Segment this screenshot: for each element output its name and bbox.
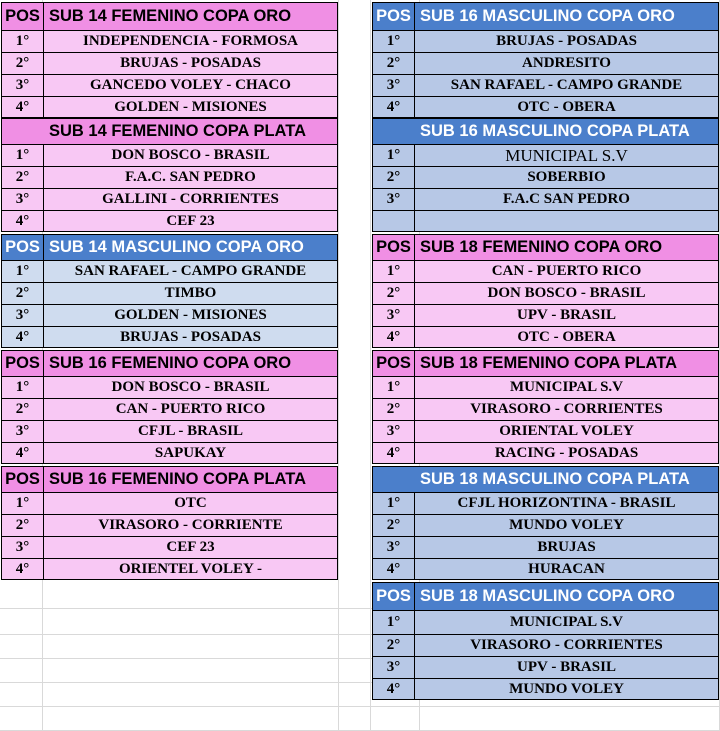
team-cell: CAN - PUERTO RICO bbox=[491, 263, 642, 279]
team-cell: INDEPENDENCIA - FORMOSA bbox=[82, 33, 298, 49]
table-row bbox=[2, 326, 337, 348]
team-cell: GALLINI - CORRIENTES bbox=[102, 191, 279, 207]
team-cell: CEF 23 bbox=[166, 539, 215, 555]
team-cell: SAN RAFAEL - CAMPO GRANDE bbox=[450, 77, 683, 93]
table-row bbox=[2, 536, 337, 558]
position-cell: 2° bbox=[373, 53, 415, 74]
position-cell: 4° bbox=[373, 97, 415, 117]
table-header bbox=[373, 350, 718, 376]
table-sub-16-femenino-copa-plata bbox=[1, 466, 338, 580]
table-sub-18-femenino-copa-oro bbox=[372, 234, 719, 348]
table-header bbox=[2, 466, 337, 492]
grid-line bbox=[0, 706, 720, 707]
team-cell: SOBERBIO bbox=[527, 169, 606, 185]
table-row bbox=[373, 536, 718, 558]
table-sub-14-femenino-copa-oro bbox=[1, 2, 338, 118]
table-sub-14-masculino-copa-oro bbox=[1, 234, 338, 348]
position-cell: 2° bbox=[373, 635, 415, 656]
table-row bbox=[373, 326, 718, 348]
team-cell: CEF 23 bbox=[166, 212, 215, 229]
team-cell: GOLDEN - MISIONES bbox=[114, 98, 267, 115]
team-cell: CAN - PUERTO RICO bbox=[115, 401, 266, 417]
category-title: SUB 14 FEMENINO COPA ORO bbox=[49, 7, 292, 25]
pos-header bbox=[373, 119, 415, 144]
table-row bbox=[2, 188, 337, 210]
category-title: SUB 16 MASCULINO COPA PLATA bbox=[420, 122, 690, 140]
team-cell: BRUJAS bbox=[537, 539, 596, 555]
table-row bbox=[373, 678, 718, 700]
table-row bbox=[2, 442, 337, 464]
position-cell: 1° bbox=[2, 261, 44, 282]
position-cell: 4° bbox=[2, 211, 44, 231]
team-cell: CFJL HORIZONTINA - BRASIL bbox=[457, 495, 676, 511]
position-cell: 1° bbox=[2, 377, 44, 398]
table-row bbox=[373, 610, 718, 634]
table-row bbox=[2, 210, 337, 232]
position-cell: 2° bbox=[373, 399, 415, 420]
grid-line bbox=[338, 0, 339, 731]
table-row bbox=[373, 74, 718, 96]
team-cell: OTC bbox=[174, 495, 207, 511]
position-cell: 2° bbox=[2, 53, 44, 74]
category-title: SUB 18 FEMENINO COPA ORO bbox=[420, 238, 663, 256]
position-cell: 2° bbox=[373, 283, 415, 304]
table-row bbox=[373, 514, 718, 536]
team-cell: DON BOSCO - BRASIL bbox=[111, 379, 270, 395]
team-cell: ANDRESITO bbox=[522, 55, 611, 71]
table-row bbox=[373, 96, 718, 118]
position-cell bbox=[373, 211, 415, 231]
team-cell: HURACAN bbox=[528, 560, 605, 577]
table-sub-18-femenino-copa-plata bbox=[372, 350, 719, 464]
position-cell: 1° bbox=[373, 145, 415, 166]
table-row bbox=[373, 398, 718, 420]
position-cell: 2° bbox=[373, 167, 415, 188]
table-sub-18-masculino-copa-oro bbox=[372, 582, 719, 700]
table-row bbox=[373, 188, 718, 210]
team-cell: BRUJAS - POSADAS bbox=[496, 33, 637, 49]
table-row bbox=[373, 442, 718, 464]
table-header bbox=[373, 466, 718, 492]
position-cell: 4° bbox=[373, 327, 415, 347]
pos-header bbox=[373, 467, 415, 492]
table-row bbox=[373, 376, 718, 398]
position-cell: 4° bbox=[2, 327, 44, 347]
team-cell: BRUJAS - POSADAS bbox=[120, 328, 261, 345]
team-cell: ORIENTAL VOLEY bbox=[499, 423, 634, 439]
pos-header: POS bbox=[2, 351, 44, 376]
position-cell: 3° bbox=[373, 537, 415, 558]
team-cell: ORIENTEL VOLEY - bbox=[118, 560, 263, 577]
table-row bbox=[373, 144, 718, 166]
team-cell: OTC - OBERA bbox=[517, 98, 616, 115]
team-cell: F.A.C SAN PEDRO bbox=[503, 191, 630, 207]
position-cell: 1° bbox=[373, 493, 415, 514]
position-cell: 1° bbox=[373, 377, 415, 398]
table-sub-14-femenino-copa-plata bbox=[1, 118, 338, 232]
table-row bbox=[2, 514, 337, 536]
table-row bbox=[2, 74, 337, 96]
category-title: SUB 18 MASCULINO COPA PLATA bbox=[420, 470, 690, 488]
table-row bbox=[2, 260, 337, 282]
table-row bbox=[2, 420, 337, 442]
position-cell: 1° bbox=[2, 493, 44, 514]
team-cell: MUNDO VOLEY bbox=[509, 517, 624, 533]
team-cell: CFJL - BRASIL bbox=[137, 423, 244, 439]
table-row bbox=[2, 376, 337, 398]
table-header bbox=[373, 234, 718, 260]
category-title: SUB 16 FEMENINO COPA PLATA bbox=[49, 470, 306, 488]
table-sub-18-masculino-copa-plata bbox=[372, 466, 719, 580]
team-cell: MUNICIPAL S.V bbox=[505, 145, 628, 165]
team-cell: GOLDEN - MISIONES bbox=[114, 307, 267, 323]
position-cell: 3° bbox=[2, 421, 44, 442]
category-title: SUB 16 FEMENINO COPA ORO bbox=[49, 354, 292, 372]
position-cell: 3° bbox=[373, 189, 415, 210]
team-cell: UPV - BRASIL bbox=[517, 659, 616, 675]
table-header bbox=[373, 582, 718, 610]
position-cell: 2° bbox=[2, 283, 44, 304]
position-cell: 1° bbox=[2, 145, 44, 166]
pos-header: POS bbox=[373, 583, 415, 610]
pos-header: POS bbox=[2, 235, 44, 260]
table-sub-16-masculino-copa-oro bbox=[372, 2, 719, 118]
table-row bbox=[373, 420, 718, 442]
table-header bbox=[2, 2, 337, 30]
position-cell: 3° bbox=[373, 305, 415, 326]
position-cell: 4° bbox=[373, 679, 415, 699]
table-sub-16-masculino-copa-plata bbox=[372, 118, 719, 232]
team-cell bbox=[415, 211, 718, 231]
table-header bbox=[2, 234, 337, 260]
category-title: SUB 18 MASCULINO COPA ORO bbox=[420, 587, 675, 605]
table-sub-16-femenino-copa-oro bbox=[1, 350, 338, 464]
table-row bbox=[2, 492, 337, 514]
pos-header bbox=[2, 119, 44, 144]
team-cell: SAN RAFAEL - CAMPO GRANDE bbox=[74, 263, 307, 279]
table-row bbox=[2, 96, 337, 118]
position-cell: 4° bbox=[373, 559, 415, 579]
position-cell: 3° bbox=[373, 75, 415, 96]
category-title: SUB 14 MASCULINO COPA ORO bbox=[49, 238, 304, 256]
position-cell: 1° bbox=[373, 31, 415, 52]
position-cell: 4° bbox=[2, 97, 44, 117]
table-header bbox=[2, 118, 337, 144]
table-row bbox=[373, 634, 718, 656]
position-cell: 3° bbox=[2, 537, 44, 558]
pos-header: POS bbox=[373, 3, 415, 30]
grid-line bbox=[370, 0, 371, 731]
table-header bbox=[373, 2, 718, 30]
position-cell: 2° bbox=[2, 167, 44, 188]
table-row bbox=[373, 304, 718, 326]
position-cell: 4° bbox=[373, 443, 415, 463]
table-row bbox=[2, 30, 337, 52]
team-cell: SAPUKAY bbox=[154, 444, 227, 461]
position-cell: 1° bbox=[373, 261, 415, 282]
table-row bbox=[2, 144, 337, 166]
pos-header: POS bbox=[2, 3, 44, 30]
table-row bbox=[373, 210, 718, 232]
table-row bbox=[373, 166, 718, 188]
team-cell: VIRASORO - CORRIENTE bbox=[98, 517, 283, 533]
team-cell: UPV - BRASIL bbox=[517, 307, 616, 323]
table-row bbox=[373, 656, 718, 678]
position-cell: 3° bbox=[2, 75, 44, 96]
position-cell: 1° bbox=[2, 31, 44, 52]
team-cell: DON BOSCO - BRASIL bbox=[111, 147, 270, 163]
category-title: SUB 14 FEMENINO COPA PLATA bbox=[49, 122, 306, 140]
team-cell: RACING - POSADAS bbox=[494, 444, 639, 461]
position-cell: 4° bbox=[2, 559, 44, 579]
pos-header: POS bbox=[2, 467, 44, 492]
table-row bbox=[2, 304, 337, 326]
table-row bbox=[2, 52, 337, 74]
position-cell: 2° bbox=[2, 399, 44, 420]
team-cell: TIMBO bbox=[164, 285, 217, 301]
position-cell: 3° bbox=[373, 421, 415, 442]
pos-header: POS bbox=[373, 235, 415, 260]
table-row bbox=[2, 166, 337, 188]
position-cell: 4° bbox=[2, 443, 44, 463]
table-row bbox=[373, 30, 718, 52]
table-row bbox=[373, 260, 718, 282]
category-title: SUB 16 MASCULINO COPA ORO bbox=[420, 7, 675, 25]
team-cell: BRUJAS - POSADAS bbox=[120, 55, 261, 71]
team-cell: F.A.C. SAN PEDRO bbox=[125, 169, 256, 185]
table-row bbox=[2, 558, 337, 580]
table-row bbox=[2, 282, 337, 304]
table-header bbox=[373, 118, 718, 144]
team-cell: VIRASORO - CORRIENTES bbox=[470, 637, 663, 653]
table-row bbox=[2, 398, 337, 420]
position-cell: 3° bbox=[2, 305, 44, 326]
table-row bbox=[373, 558, 718, 580]
table-row bbox=[373, 282, 718, 304]
team-cell: MUNICIPAL S.V bbox=[509, 614, 624, 630]
team-cell: MUNDO VOLEY bbox=[509, 680, 624, 697]
team-cell: VIRASORO - CORRIENTES bbox=[470, 401, 663, 417]
pos-header: POS bbox=[373, 351, 415, 376]
category-title: SUB 18 FEMENINO COPA PLATA bbox=[420, 354, 677, 372]
position-cell: 1° bbox=[373, 611, 415, 634]
team-cell: MUNICIPAL S.V bbox=[509, 379, 624, 395]
position-cell: 2° bbox=[2, 515, 44, 536]
position-cell: 3° bbox=[373, 657, 415, 678]
position-cell: 2° bbox=[373, 515, 415, 536]
team-cell: GANCEDO VOLEY - CHACO bbox=[90, 77, 291, 93]
position-cell: 3° bbox=[2, 189, 44, 210]
team-cell: OTC - OBERA bbox=[517, 328, 616, 345]
table-row bbox=[373, 52, 718, 74]
table-header bbox=[2, 350, 337, 376]
team-cell: DON BOSCO - BRASIL bbox=[487, 285, 646, 301]
table-row bbox=[373, 492, 718, 514]
